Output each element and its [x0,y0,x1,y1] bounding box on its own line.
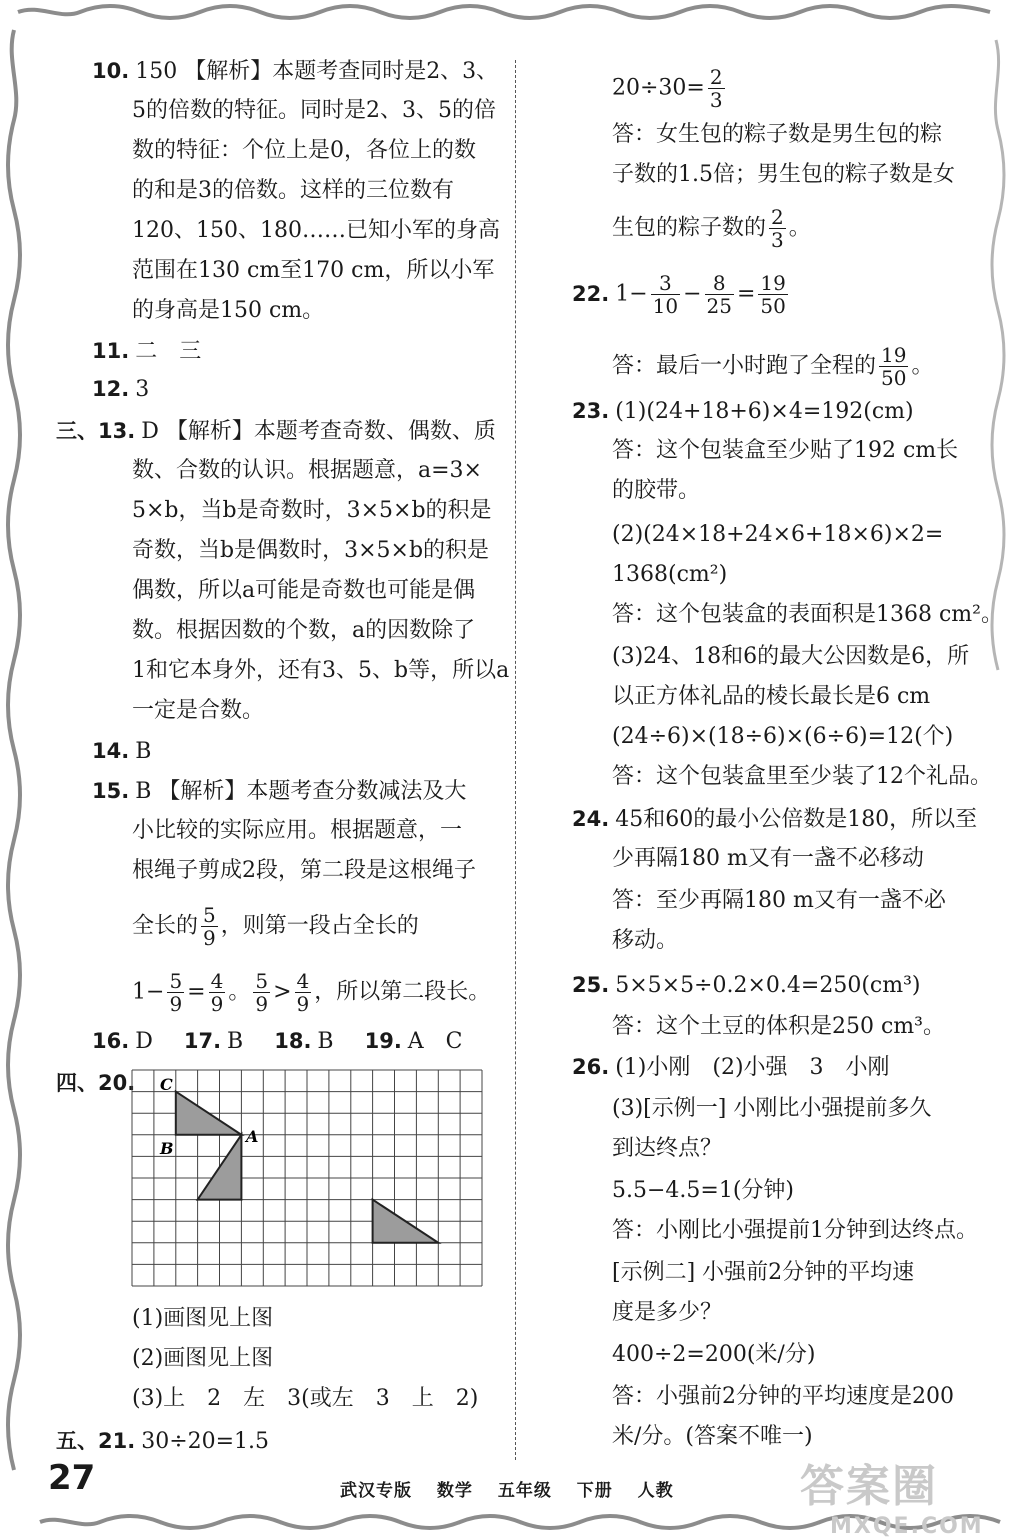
q20-number: 四、20. [56,1071,136,1095]
q26-line-2: (3)[示例一] 小刚比小强提前多久 [612,1096,932,1121]
q26-line-7: 度是多少？ [612,1300,723,1325]
q21-line-1 [56,1426,269,1457]
q18-text: B [317,1029,334,1054]
q11-text: 二 三 [135,339,202,364]
q13-line-8: 一定是合数。 [132,698,265,723]
q24-line-3: 答：至少再隔180 m又有一盏不必 [612,888,946,913]
q21-answer-line-2: 子数的1.5倍；男生包的粽子数是女 [612,162,955,187]
q12-answer [92,374,149,405]
q12-text: 3 [135,377,150,402]
q26-line-8: 400÷2=200(米/分) [612,1342,816,1367]
fraction-5-9: $\frac{5}{9}$ [255,969,269,1016]
q12-number: 12. [92,377,130,401]
watermark-text: 答案圈 [800,1461,938,1512]
q24-line-4: 移动。 [612,928,679,953]
grid-label-a: A [246,1127,259,1146]
q13-text-1: D 【解析】本题考查奇数、偶数、质 [141,419,496,444]
q13-line-5: 偶数，所以a可能是奇数也可能是偶 [132,578,476,603]
q25-line-1 [572,970,921,1001]
q10-line-6: 范围在130 cm至170 cm，所以小军 [132,258,495,283]
fraction-5-9: $\frac{5}{9}$ [169,969,183,1016]
q23-line-5: 1368(cm²) [612,562,728,587]
grid-label-b: B [160,1139,174,1158]
q23-number: 23. [572,399,610,423]
column-separator [515,60,516,1460]
fraction-2-3: $\frac{2}{3}$ [771,205,784,252]
fraction-19-50: $\frac{19}{50}$ [760,271,786,318]
q25-line-2: 答：这个土豆的体积是250 cm³。 [612,1014,945,1039]
q10-line-4: 的和是3的倍数。这样的三位数有 [132,178,454,203]
q21-line-2: 20÷30= $\frac{2}{3}$ [612,65,723,112]
q26-line-6: [示例二] 小强前2分钟的平均速 [612,1260,915,1285]
q23-line-9: (24÷6)×(18÷6)×(6÷6)=12(个) [612,724,954,749]
q22-equation: 22. 1− $\frac{3}{10}$ − $\frac{8}{25}$ = $\frac{19}{50}$ [572,271,786,318]
q15-line-3: 根绳子剪成2段，第二段是这根绳子 [132,858,476,883]
q15-line-4 [132,904,419,949]
q16-number: 16. [92,1029,130,1053]
grid-label-c: C [160,1075,173,1094]
q16-19-answers [92,1026,463,1057]
q15-number: 15. [92,779,130,803]
q20-answer-3: (3)上 2 左 3(或左 3 上 2) [132,1386,479,1411]
q23-line-2: 答：这个包装盒至少贴了192 cm长 [612,438,959,463]
q20-answer-2: (2)画图见上图 [132,1346,274,1371]
q16-text: D [135,1029,153,1054]
q24-number: 24. [572,807,610,831]
grid-figure [130,1068,486,1296]
page-number: 27 [48,1458,96,1498]
q21-number: 五、21. [56,1429,136,1453]
fraction-8-25: $\frac{8}{25}$ [706,271,732,318]
q15-text-4a: 全长的 [132,913,199,939]
watermark-logo [800,1450,984,1539]
q13-number: 三、13. [56,419,136,443]
fraction-4-9: $\frac{4}{9}$ [210,969,224,1016]
q13-line-4: 奇数，当b是偶数时，3×5×b的积是 [132,538,490,563]
q23-line-1 [572,396,914,427]
q14-text: B [135,739,152,764]
q21-answer-line-3: 生包的粽子数的 $\frac{2}{3}$ 。 [612,205,811,252]
q10-text-1: 150 【解析】本题考查同时是2、3、 [135,59,499,84]
q11-number: 11. [92,339,130,363]
q23-line-4: (2)(24×18+24×6+18×6)×2= [612,522,944,547]
q25-text-1: 5×5×5÷0.2×0.4=250(cm³) [615,973,921,998]
footer-info: 武汉专版 数学 五年级 下册 人教 [340,1481,674,1501]
q21-text-1: 30÷20=1.5 [141,1429,270,1454]
q26-line-3: 到达终点？ [612,1136,723,1161]
q17-number: 17. [183,1029,222,1053]
fraction-2-3: $\frac{2}{3}$ [709,65,723,112]
q15-line-1 [92,776,466,807]
q24-line-1 [572,804,977,835]
fraction-4-9: $\frac{4}{9}$ [296,969,310,1016]
q15-line-5: 1− $\frac{5}{9}$ = $\frac{4}{9}$ 。 $\frac{5}{9}$ > $\frac{4}{9}$ ，所以第二段长。 [132,969,491,1016]
q17-text: B [227,1029,244,1054]
q15-line-2: 小比较的实际应用。根据题意，一 [132,818,463,843]
q24-text-1: 45和60的最小公倍数是180，所以至 [615,807,978,832]
fraction-19-50: $\frac{19}{50}$ [881,343,907,390]
q23-line-3: 的胶带。 [612,478,701,503]
q10-line-5: 120、150、180……已知小军的身高 [132,218,500,243]
q14-answer [92,736,151,767]
q10-line-3: 数的特征：个位上是0，各位上的数 [132,138,476,163]
watermark-url: MXQE.COM [830,1514,984,1539]
q10-line-1 [92,56,498,87]
q23-text-1: (1)(24+18+6)×4=192(cm) [615,399,914,424]
q13-line-6: 数。根据因数的个数，a的因数除了 [132,618,476,643]
q23-line-8: 以正方体礼品的棱长最长是6 cm [612,684,931,709]
q19-number: 19. [364,1029,402,1053]
q20-answer-1: (1)画图见上图 [132,1306,274,1331]
q20-label [56,1068,141,1099]
q26-line-5: 答：小刚比小强提前1分钟到达终点。 [612,1218,978,1243]
q24-line-2: 少再隔180 m又有一盏不必移动 [612,846,924,871]
q26-line-9: 答：小强前2分钟的平均速度是200 [612,1384,954,1409]
q23-line-7: (3)24、18和6的最大公因数是6，所 [612,644,970,669]
fraction-3-10: $\frac{3}{10}$ [652,271,679,318]
q26-line-10: 米/分。(答案不唯一) [612,1424,813,1449]
q26-line-4: 5.5−4.5=1(分钟) [612,1178,795,1203]
q26-number: 26. [572,1055,610,1079]
q10-line-7: 的身高是150 cm。 [132,298,325,323]
q11-answer [92,336,201,367]
q21-answer-line-1: 答：女生包的粽子数是男生包的粽 [612,122,943,147]
q10-number: 10. [92,59,130,83]
q22-number: 22. [572,281,610,306]
q13-line-7: 1和它本身外，还有3、5、b等，所以a [132,658,510,683]
q25-number: 25. [572,973,610,997]
q26-line-1 [572,1052,890,1083]
q23-line-10: 答：这个包装盒里至少装了12个礼品。 [612,764,992,789]
q23-line-6: 答：这个包装盒的表面积是1368 cm²。 [612,602,1003,627]
q18-number: 18. [274,1029,312,1053]
q10-line-2: 5的倍数的特征。同时是2、3、5的倍 [132,98,496,123]
q13-line-3: 5×b，当b是奇数时，3×5×b的积是 [132,498,492,523]
q15-text-1: B 【解析】本题考查分数减法及大 [135,779,467,804]
q15-text-4b: ，则第一段占全长的 [220,913,419,939]
q19-text: A C [407,1029,463,1054]
q26-text-1: (1)小刚 (2)小强 3 小刚 [615,1055,890,1080]
q22-answer: 答：最后一小时跑了全程的 $\frac{19}{50}$ 。 [612,343,934,390]
q13-line-2: 数、合数的认识。根据题意，a=3× [132,458,482,483]
q14-number: 14. [92,739,130,763]
fraction-5-9: $\frac{5}{9}$ [203,903,216,950]
q13-line-1 [56,416,496,447]
